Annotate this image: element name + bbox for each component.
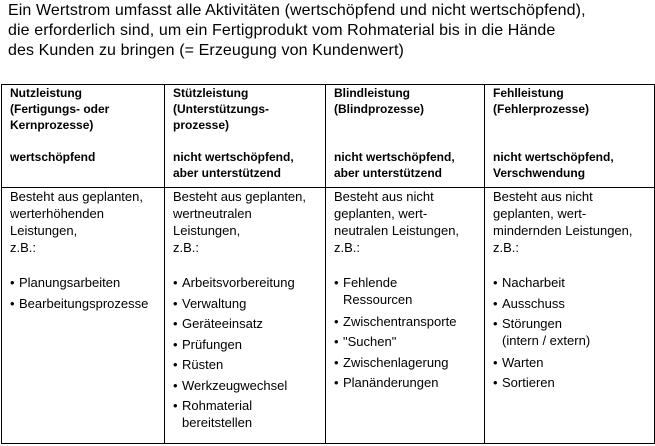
list-item-text: Planänderungen — [343, 375, 439, 390]
description-line: Besteht aus nicht — [493, 189, 593, 204]
column-title-line: (Fertigungs- oder — [10, 102, 110, 116]
body-cell — [326, 188, 485, 444]
bullet-icon: • — [10, 275, 15, 290]
bullet-icon: • — [334, 334, 339, 349]
bullet-icon: • — [493, 275, 498, 290]
column-title-line: prozesse) — [173, 118, 230, 132]
list-item-text: Prüfungen — [182, 336, 242, 352]
description-line: z.B.: — [493, 240, 520, 255]
list-item-text: Planungsarbeiten — [19, 275, 121, 290]
list-item-text: Nacharbeit — [502, 275, 565, 290]
column-title — [173, 85, 325, 133]
bullet-icon: • — [173, 316, 178, 331]
list-item — [334, 273, 484, 308]
intro-line: die erforderlich sind, um ein Fertigprodukt vom Rohmaterial bis in die Hände — [8, 22, 556, 39]
header-cell — [2, 85, 165, 188]
column-title-line: (Fehlerprozesse) — [493, 102, 590, 116]
list-item — [173, 273, 325, 294]
list-item — [173, 355, 325, 376]
column-subtitle — [10, 149, 164, 165]
column-subtitle — [334, 149, 484, 181]
list-item-text: Bearbeitungsprozesse — [19, 295, 149, 311]
bullet-icon: • — [493, 354, 498, 370]
list-item — [173, 314, 325, 335]
list-item — [173, 396, 325, 431]
list-item — [10, 294, 164, 315]
list-item — [493, 373, 654, 394]
column-title-line: Stützleistung — [173, 86, 249, 100]
intro-text — [8, 1, 653, 61]
column-subtitle-line: aber unterstützend — [334, 166, 443, 180]
bullet-icon: • — [173, 275, 178, 290]
column-description — [493, 188, 654, 256]
list-item — [334, 353, 484, 374]
bullet-icon: • — [10, 295, 15, 311]
list-item — [173, 294, 325, 315]
header-cell — [326, 85, 485, 188]
example-list — [493, 273, 654, 394]
column-subtitle — [173, 149, 325, 181]
description-line: z.B.: — [173, 240, 200, 255]
bullet-icon: • — [334, 275, 339, 290]
example-list — [173, 273, 325, 431]
column-title-line: Fehlleistung — [493, 86, 564, 100]
bullet-icon: • — [493, 316, 498, 331]
header-cell — [165, 85, 326, 188]
intro-line: des Kunden zu bringen (= Erzeugung von Kundenwert) — [8, 42, 404, 59]
description-line: Besteht aus geplanten, — [173, 189, 306, 204]
list-item-text: Ausschuss — [502, 295, 565, 311]
body-cell — [165, 188, 326, 444]
list-item — [173, 335, 325, 356]
example-list — [334, 273, 484, 394]
bullet-icon: • — [173, 295, 178, 311]
list-item — [493, 273, 654, 294]
column-subtitle-line: nicht wertschöpfend, — [334, 150, 455, 164]
description-line: Besteht aus geplanten, — [10, 189, 143, 204]
list-item-text: Störungen — [502, 316, 562, 331]
list-item — [10, 273, 164, 294]
list-item — [334, 332, 484, 353]
column-subtitle — [493, 149, 654, 181]
column-title-line: (Unterstützungs- — [173, 102, 269, 116]
value-stream-table — [1, 84, 655, 444]
description-line: geplanten, wert- — [493, 206, 587, 221]
list-item-text: Verwaltung — [182, 295, 247, 311]
bullet-icon: • — [173, 336, 178, 352]
column-subtitle-line: nicht wertschöpfend, — [493, 150, 614, 164]
list-item-text: "Suchen" — [343, 334, 397, 349]
column-title — [493, 85, 654, 133]
column-title-line: Kernprozesse) — [10, 118, 94, 132]
intro-line: Ein Wertstrom umfasst alle Aktivitäten (wertschöpfend und nicht wertschöpfend), — [8, 2, 586, 19]
list-item-text: Werkzeugwechsel — [182, 377, 288, 393]
header-cell — [485, 85, 655, 188]
bullet-icon: • — [173, 398, 178, 413]
bullet-icon: • — [334, 375, 339, 390]
example-list — [10, 273, 164, 314]
description-line: mindernden Leistungen, — [493, 223, 633, 238]
column-subtitle-line: wertschöpfend — [10, 150, 96, 164]
description-line: neutralen Leistungen, — [334, 223, 460, 238]
list-item — [334, 312, 484, 333]
list-item-text-continued: Ressourcen — [343, 291, 413, 307]
body-cell — [485, 188, 655, 444]
list-item-text: Sortieren — [502, 375, 555, 390]
list-item — [173, 376, 325, 397]
description-line: Besteht aus nicht — [334, 189, 434, 204]
column-description — [10, 188, 164, 256]
column-title-line: Nutzleistung — [10, 86, 82, 100]
column-title-line: (Blindprozesse) — [334, 102, 425, 116]
list-item-text-continued: bereitstellen — [182, 414, 253, 430]
bullet-icon: • — [493, 295, 498, 311]
bullet-icon: • — [334, 313, 339, 329]
table-header-row — [2, 85, 655, 188]
description-line: Leistungen, — [10, 223, 78, 238]
column-subtitle-line: aber unterstützend — [173, 166, 282, 180]
list-item-text: Rüsten — [182, 357, 224, 372]
column-title — [334, 85, 484, 133]
description-line: z.B.: — [334, 240, 361, 255]
list-item-text: Zwischentransporte — [343, 313, 457, 329]
list-item-text: Zwischenlagerung — [343, 354, 449, 370]
list-item-text: Rohmaterial — [182, 398, 253, 413]
bullet-icon: • — [493, 375, 498, 390]
list-item-text: Fehlende — [343, 275, 398, 290]
column-title — [10, 85, 164, 133]
column-subtitle-line: Verschwendung — [493, 166, 586, 180]
bullet-icon: • — [173, 357, 178, 372]
description-line: geplanten, wert- — [334, 206, 428, 221]
description-line: werterhöhenden — [10, 206, 104, 221]
description-line: z.B.: — [10, 240, 37, 255]
list-item-text: Warten — [502, 354, 544, 370]
list-item — [493, 314, 654, 349]
column-title-line: Blindleistung — [334, 86, 410, 100]
column-description — [334, 188, 484, 256]
list-item-text: Geräteeinsatz — [182, 316, 263, 331]
list-item-text: Arbeitsvorbereitung — [182, 275, 295, 290]
list-item-text-continued: (intern / extern) — [502, 332, 591, 348]
list-item — [493, 294, 654, 315]
list-item — [493, 353, 654, 374]
description-line: Leistungen, — [173, 223, 241, 238]
column-subtitle-line: nicht wertschöpfend, — [173, 150, 294, 164]
table-body-row — [2, 188, 655, 444]
bullet-icon: • — [334, 354, 339, 370]
bullet-icon: • — [173, 377, 178, 393]
list-item — [334, 373, 484, 394]
column-description — [173, 188, 325, 256]
body-cell — [2, 188, 165, 444]
description-line: wertneutralen — [173, 206, 252, 221]
